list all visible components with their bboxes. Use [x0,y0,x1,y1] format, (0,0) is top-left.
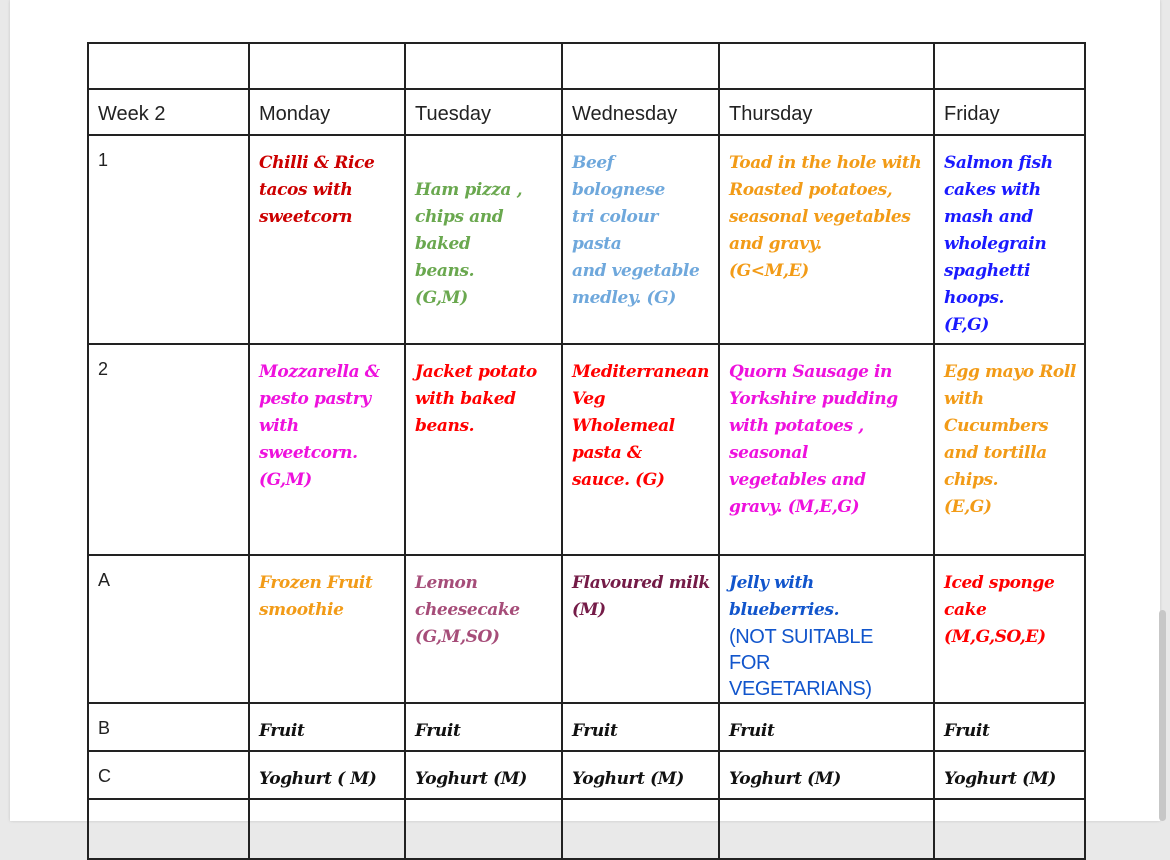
vegetarian-note: (NOT SUITABLE FOR VEGETARIANS) [729,626,874,700]
header-row [88,89,1085,135]
header-tuesday: Tuesday [415,103,491,125]
menu-item: Ham pizza , chips and baked beans. (G,M) [415,180,523,308]
row-label: A [98,570,111,590]
row-label: B [98,718,111,738]
menu-item: Frozen Fruit smoothie [259,573,373,620]
table-row [88,555,1085,703]
header-wednesday: Wednesday [572,103,678,125]
vertical-scrollbar[interactable] [1159,610,1166,821]
menu-item: Salmon fish cakes with mash and wholegrain spaghetti hoops. (F,G) [944,153,1053,335]
table-row [88,751,1085,799]
lunch-menu-table [87,42,1086,860]
menu-item: Quorn Sausage in Yorkshire pudding with potatoes , seasonal vegetables and gravy. (M,E,G) [729,362,898,517]
menu-item: Toad in the hole with Roasted potatoes, seasonal vegetables and gravy. (G<M,E) [729,153,922,281]
menu-item: Iced sponge cake (M,G,SO,E) [944,573,1055,647]
empty-bottom-row [88,799,1085,859]
menu-item: Lemon cheesecake (G,M,SO) [415,573,520,647]
header-week: Week 2 [98,103,166,125]
menu-item: Flavoured milk (M) [572,573,710,620]
menu-item: Beef bolognese tri colour pasta and vegetable medley. (G) [572,153,700,308]
menu-item: Mozzarella & pesto pastry with sweetcorn. (G,M) [259,362,380,490]
table-row [88,344,1085,555]
menu-item: Mediterranean Veg Wholemeal pasta & sauce. (G) [572,362,709,490]
menu-item: Yoghurt (M) [729,769,841,789]
header-thursday: Thursday [729,103,813,125]
row-label: 1 [98,150,109,170]
header-monday: Monday [259,103,331,125]
header-friday: Friday [944,103,1000,125]
menu-item: Yoghurt (M) [944,769,1056,789]
menu-item: Jelly with blueberries. [729,573,840,620]
empty-top-row [88,43,1085,89]
row-label: C [98,766,111,786]
menu-item: Yoghurt ( M) [259,769,377,789]
menu-item: Fruit [944,721,990,741]
menu-item: Fruit [729,721,775,741]
menu-item: Yoghurt (M) [415,769,527,789]
menu-item: Yoghurt (M) [572,769,684,789]
menu-item: Jacket potato with baked beans. [415,362,537,436]
menu-item: Fruit [415,721,461,741]
menu-item: Chilli & Rice tacos with sweetcorn [259,153,375,227]
document-page [10,0,1160,821]
menu-item: Fruit [259,721,305,741]
menu-item: Egg mayo Roll with Cucumbers and tortilla chips. (E,G) [944,362,1076,517]
table-row [88,703,1085,751]
row-label: 2 [98,359,109,379]
table-row [88,135,1085,344]
menu-item: Fruit [572,721,618,741]
